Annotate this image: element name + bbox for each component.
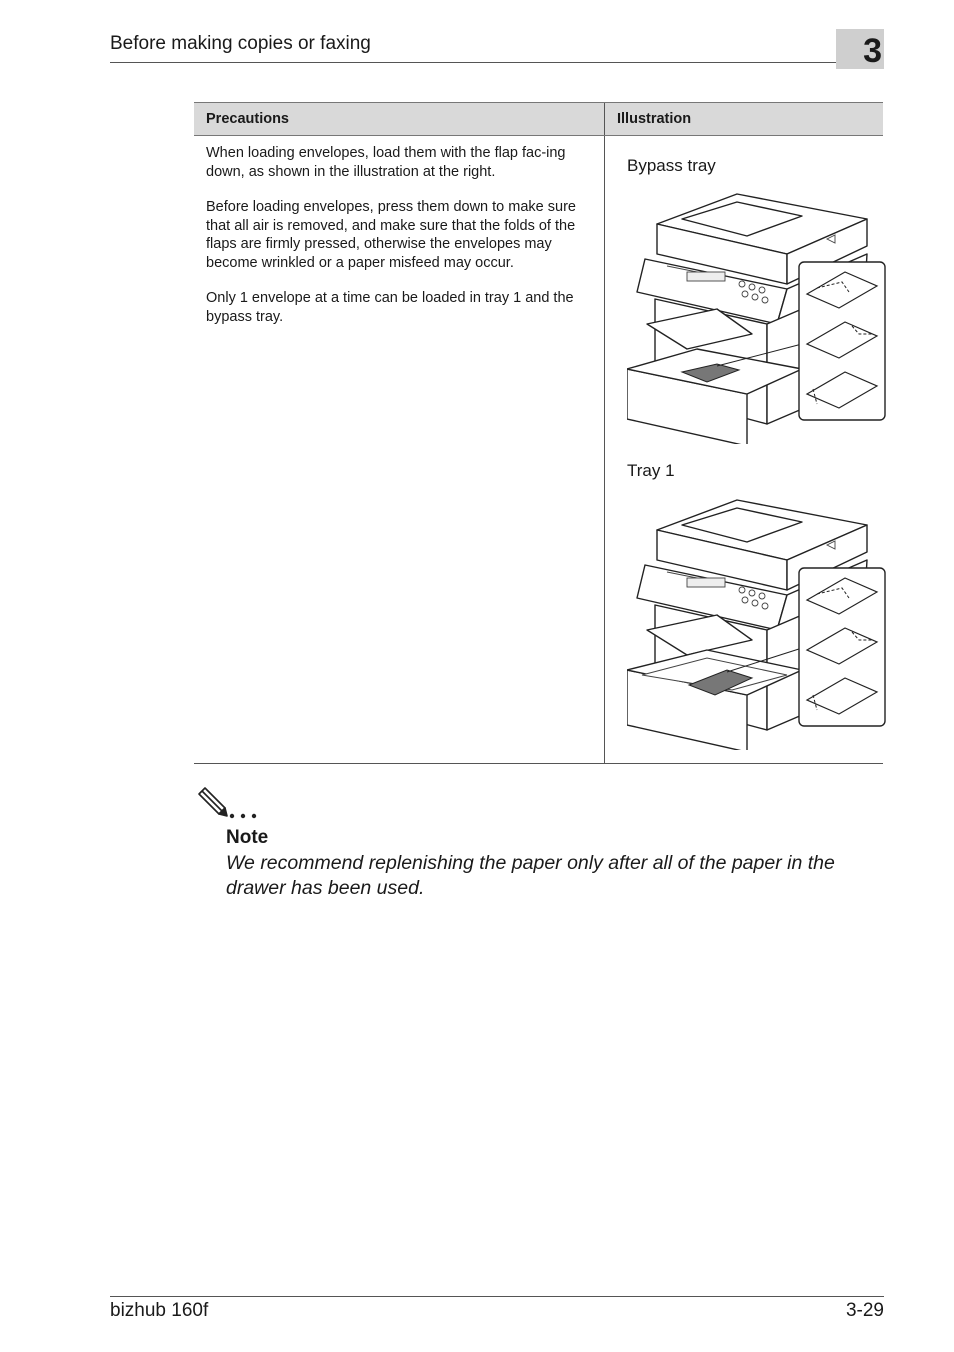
precaution-paragraph: Only 1 envelope at a time can be loaded in tray 1 and the bypass tray. [206,290,574,325]
footer-product: bizhub 160f [110,1300,209,1321]
header-title: Before making copies or faxing [110,33,371,54]
tray-1-label: Tray 1 [627,461,675,480]
footer-rule [110,1296,884,1297]
note-title: Note [226,827,269,848]
precautions-table [194,102,883,764]
tray-1-illustration [627,490,893,750]
note-text: We recommend replenishing the paper only after all of the paper in the drawer has been used. [226,852,835,899]
bypass-tray-illustration [627,184,893,444]
header-rule [110,62,884,63]
precautions-cell [194,136,605,764]
precautions-column-header: Precautions [194,103,605,136]
chapter-number: 3 [836,29,884,69]
precaution-paragraph: When loading envelopes, load them with the flap fac-ing down, as shown in the illustration at the right. [206,145,566,180]
illustration-column-header: Illustration [605,103,884,136]
pencil-icon [195,786,265,820]
illustration-cell [605,136,884,764]
precaution-paragraph: Before loading envelopes, press them down to make sure that all air is removed, and make sure that the folds of the flaps are firmly pressed, otherwise the envelopes may become wrinkled or a paper misfeed may occur. [206,199,576,271]
footer-page-number: 3-29 [845,1300,884,1321]
bypass-tray-label: Bypass tray [627,156,716,175]
